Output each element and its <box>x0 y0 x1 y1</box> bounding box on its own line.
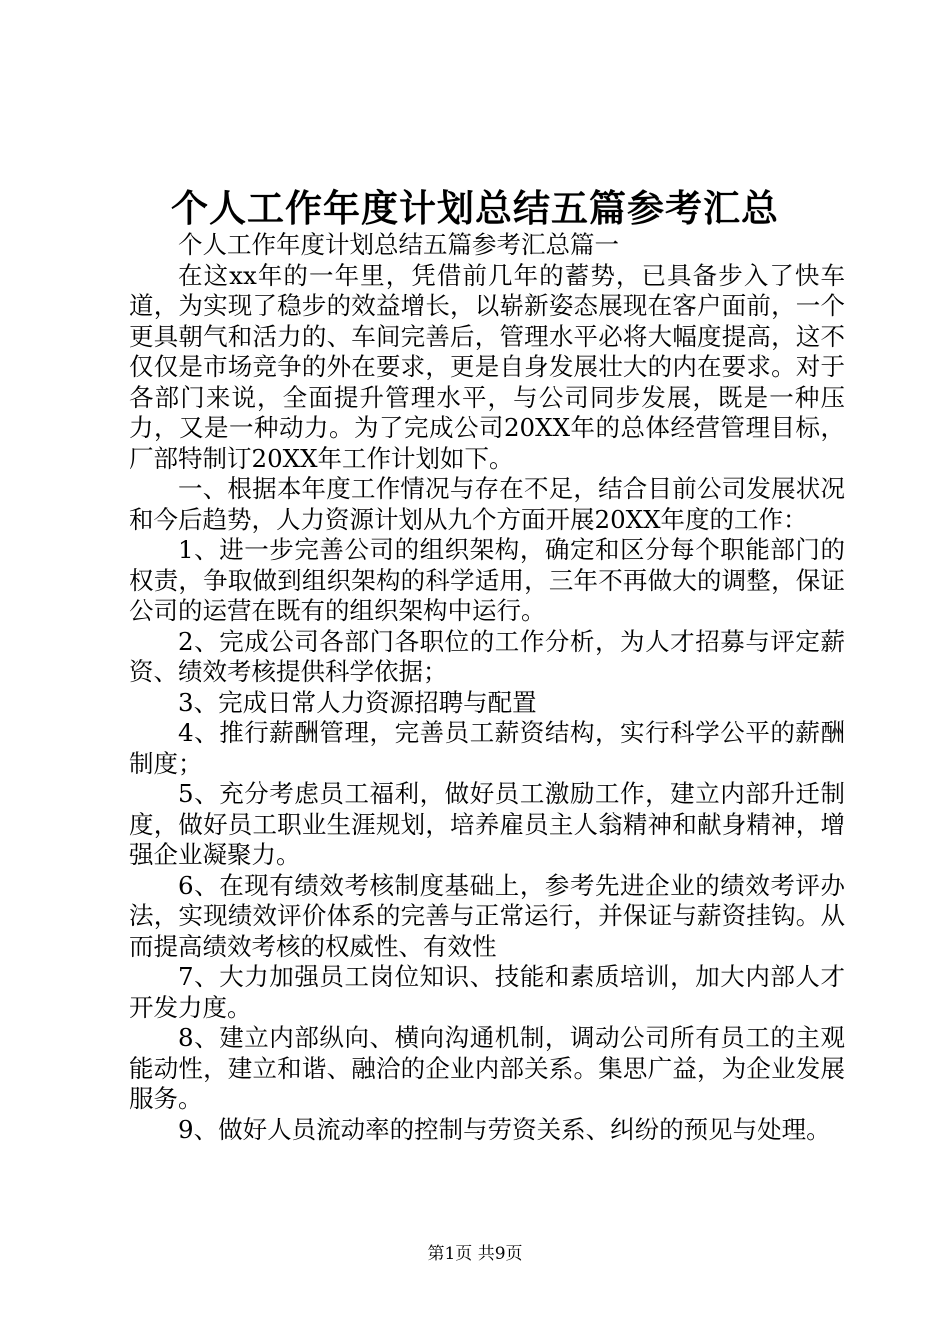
list-item: 6、在现有绩效考核制度基础上，参考先进企业的绩效考评办法，实现绩效评价体系的完善与正常运行，并保证与薪资挂钩。从而提高绩效考核的权威性、有效性 <box>129 870 845 961</box>
list-item: 8、建立内部纵向、横向沟通机制，调动公司所有员工的主观能动性，建立和谐、融洽的企业内部关系。集思广益，为企业发展服务。 <box>129 1023 845 1113</box>
document-body <box>129 230 845 1145</box>
list-item: 7、大力加强员工岗位知识、技能和素质培训，加大内部人才开发力度。 <box>129 962 845 1022</box>
list-item: 3、完成日常人力资源招聘与配置 <box>178 687 537 717</box>
list-item: 2、完成公司各部门各职位的工作分析，为人才招募与评定薪资、绩效考核提供科学依据； <box>129 626 845 686</box>
section-heading: 个人工作年度计划总结五篇参考汇总篇一 <box>178 230 619 259</box>
document-title: 个人工作年度计划总结五篇参考汇总 <box>171 186 779 230</box>
list-item: 5、充分考虑员工福利，做好员工激励工作，建立内部升迁制度，做好员工职业生涯规划，培养雇员主人翁精神和献身精神，增强企业凝聚力。 <box>129 779 845 869</box>
body-paragraph: 在这xx年的一年里，凭借前几年的蓄势，已具备步入了快车道，为实现了稳步的效益增长，以崭新姿态展现在客户面前，一个更具朝气和活力的、车间完善后，管理水平必将大幅度提高，这不仅仅是市场竞争的外在要求，更是自身发展壮大的内在要求。对于各部门来说，全面提升管理水平，与公司同步发展，既是一种压力，又是一种动力。为了完成公司20XX年的总体经营管理目标，厂部特制订20XX年工作计划如下。 <box>129 260 845 473</box>
list-item: 9、做好人员流动率的控制与劳资关系、纠纷的预见与处理。 <box>178 1114 831 1144</box>
page-footer: 第1页 共9页 <box>427 1244 523 1264</box>
body-paragraph: 一、根据本年度工作情况与存在不足，结合目前公司发展状况和今后趋势，人力资源计划从九个方面开展20XX年度的工作： <box>129 474 845 534</box>
list-item: 4、推行薪酬管理，完善员工薪资结构，实行科学公平的薪酬制度； <box>129 718 845 778</box>
list-item: 1、进一步完善公司的组织架构，确定和区分每个职能部门的权责，争取做到组织架构的科学适用，三年不再做大的调整，保证公司的运营在既有的组织架构中运行。 <box>129 535 845 625</box>
